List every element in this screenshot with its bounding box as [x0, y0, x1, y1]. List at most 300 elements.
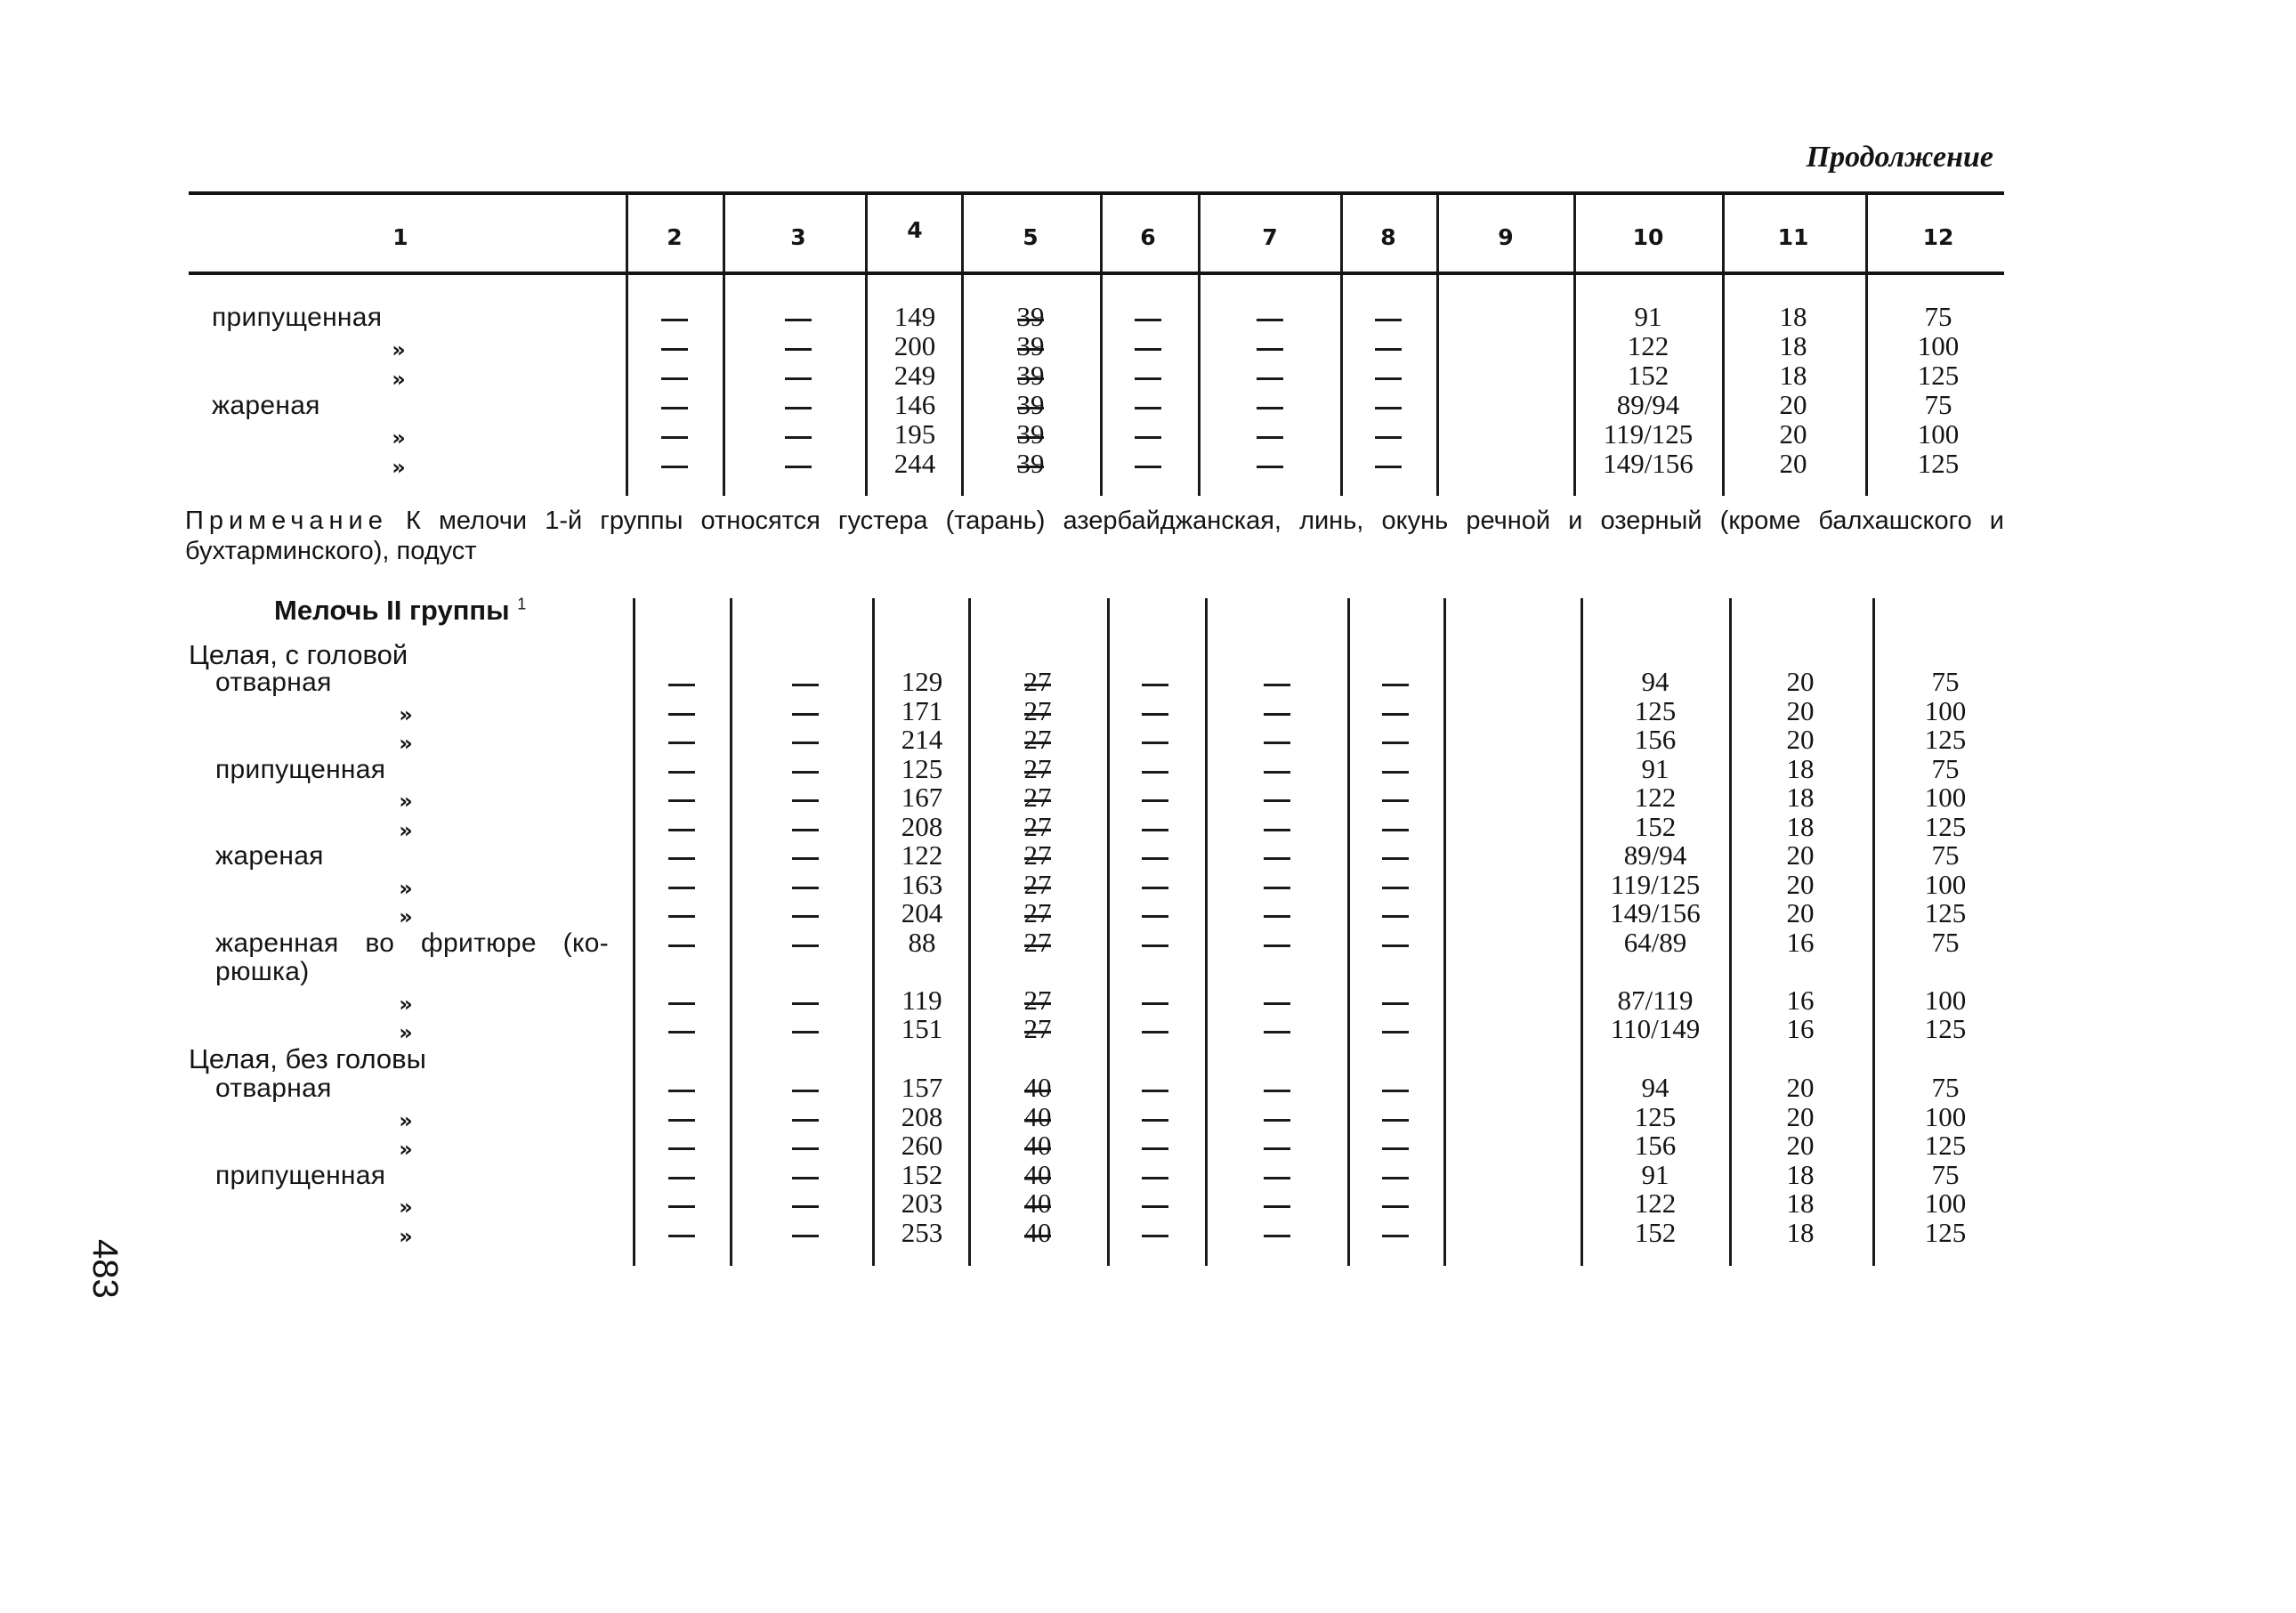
cell-col4: 208 [901, 1100, 943, 1132]
empty-cell-dash [1375, 436, 1402, 439]
empty-cell-dash [1382, 857, 1409, 860]
empty-cell-dash [1264, 771, 1290, 774]
cell-col12: 75 [1924, 301, 1952, 332]
cell-col11: 18 [1779, 360, 1807, 391]
empty-cell-dash [1264, 1119, 1290, 1122]
cell-col4: 171 [901, 694, 943, 726]
cell-col12: 75 [1931, 1158, 1960, 1190]
empty-cell-dash [668, 1177, 695, 1179]
header-col-sep [1865, 195, 1868, 272]
empty-cell-dash [1142, 1002, 1168, 1005]
body-col-sep-lower [1107, 598, 1110, 1266]
cell-col5: 40 [1023, 1100, 1052, 1132]
cell-col5: 40 [1023, 1158, 1052, 1190]
empty-cell-dash [668, 944, 695, 947]
cell-col12: 100 [1917, 330, 1960, 361]
body-col-sep-upper [961, 275, 964, 496]
cell-col4: 149 [893, 301, 936, 332]
empty-cell-dash [661, 466, 688, 468]
empty-cell-dash [792, 1205, 819, 1208]
cell-col12: 100 [1924, 1187, 1967, 1219]
empty-cell-dash [668, 799, 695, 802]
column-number-6: 6 [1140, 224, 1156, 250]
cell-col5: 27 [1023, 897, 1052, 928]
cell-col5: 27 [1023, 984, 1052, 1016]
empty-cell-dash [661, 407, 688, 409]
ditto-mark: » [399, 1223, 413, 1249]
cell-col5: 40 [1023, 1072, 1052, 1103]
cell-col4: 249 [893, 360, 936, 391]
cell-col5: 40 [1023, 1130, 1052, 1161]
empty-cell-dash [1382, 713, 1409, 716]
ditto-mark: » [399, 1107, 413, 1133]
row-label: отварная [215, 668, 332, 697]
header-bottom-rule [189, 272, 2004, 275]
empty-cell-dash [1264, 1235, 1290, 1237]
empty-cell-dash [668, 1147, 695, 1150]
empty-cell-dash [1142, 1090, 1168, 1092]
empty-cell-dash [668, 1031, 695, 1033]
body-col-sep-upper [1865, 275, 1868, 496]
empty-cell-dash [792, 1090, 819, 1092]
body-col-sep-upper [1100, 275, 1103, 496]
cell-col5: 27 [1023, 666, 1052, 697]
header-col-sep [1436, 195, 1439, 272]
empty-cell-dash [1382, 944, 1409, 947]
empty-cell-dash [1382, 1177, 1409, 1179]
cell-col11: 20 [1786, 1072, 1815, 1103]
ditto-mark: » [399, 701, 413, 727]
empty-cell-dash [792, 1002, 819, 1005]
ditto-mark: » [399, 731, 413, 756]
empty-cell-dash [1375, 407, 1402, 409]
cell-col4: 214 [901, 724, 943, 755]
cell-col4: 244 [893, 448, 936, 479]
footnote-mark: 1 [517, 595, 527, 613]
cell-col12: 100 [1924, 1100, 1967, 1132]
empty-cell-dash [1142, 1031, 1168, 1033]
empty-cell-dash [1257, 436, 1283, 439]
cell-col5: 39 [1016, 418, 1045, 450]
cell-col4: 146 [893, 389, 936, 420]
column-number-7: 7 [1262, 224, 1278, 250]
body-col-sep-lower [1729, 598, 1732, 1266]
group-heading-with-head: Целая, с головой [189, 639, 408, 670]
empty-cell-dash [792, 742, 819, 744]
row-label: жареная [215, 841, 324, 871]
header-col-sep [1340, 195, 1343, 272]
empty-cell-dash [785, 377, 812, 380]
cell-col4: 204 [901, 897, 943, 928]
cell-col12: 100 [1924, 782, 1967, 813]
empty-cell-dash [792, 857, 819, 860]
cell-col11: 18 [1786, 810, 1815, 842]
cell-col5: 39 [1016, 330, 1045, 361]
cell-col4: 151 [901, 1013, 943, 1044]
header-col-sep [723, 195, 725, 272]
empty-cell-dash [1142, 684, 1168, 686]
ditto-mark: » [399, 991, 413, 1017]
empty-cell-dash [1264, 887, 1290, 889]
column-number-10: 10 [1632, 224, 1664, 250]
cell-col5: 39 [1016, 448, 1045, 479]
empty-cell-dash [1135, 436, 1161, 439]
cell-col12: 125 [1924, 810, 1967, 842]
empty-cell-dash [1257, 466, 1283, 468]
cell-col10: 149/156 [1610, 897, 1701, 928]
ditto-mark: » [392, 455, 406, 480]
note-lead: Примечание [185, 507, 388, 535]
empty-cell-dash [1142, 799, 1168, 802]
cell-col10: 119/125 [1603, 418, 1694, 450]
column-number-3: 3 [790, 224, 806, 250]
row-label: припущенная [215, 754, 386, 784]
row-label: отварная [215, 1074, 332, 1103]
empty-cell-dash [1142, 1177, 1168, 1179]
empty-cell-dash [668, 887, 695, 889]
section-title-text: Мелочь II группы [274, 595, 510, 626]
cell-col11: 16 [1786, 926, 1815, 958]
empty-cell-dash [1142, 887, 1168, 889]
cell-col5: 27 [1023, 1013, 1052, 1044]
empty-cell-dash [1382, 1205, 1409, 1208]
cell-col12: 125 [1917, 448, 1960, 479]
empty-cell-dash [1142, 829, 1168, 831]
empty-cell-dash [661, 436, 688, 439]
cell-col10: 122 [1634, 782, 1677, 813]
empty-cell-dash [1264, 915, 1290, 918]
cell-col10: 89/94 [1616, 389, 1680, 420]
body-col-sep-lower [968, 598, 971, 1266]
body-col-sep-lower [1205, 598, 1208, 1266]
empty-cell-dash [1135, 407, 1161, 409]
cell-col12: 75 [1931, 1072, 1960, 1103]
empty-cell-dash [792, 799, 819, 802]
empty-cell-dash [668, 771, 695, 774]
empty-cell-dash [668, 713, 695, 716]
cell-col10: 91 [1641, 1158, 1669, 1190]
empty-cell-dash [1257, 407, 1283, 409]
cell-col4: 88 [908, 926, 936, 958]
cell-col4: 125 [901, 752, 943, 784]
empty-cell-dash [792, 915, 819, 918]
ditto-mark: » [399, 904, 413, 929]
cell-col5: 27 [1023, 868, 1052, 900]
cell-col12: 125 [1924, 1013, 1967, 1044]
cell-col11: 20 [1786, 694, 1815, 726]
empty-cell-dash [1142, 1147, 1168, 1150]
cell-col11: 20 [1786, 868, 1815, 900]
cell-col10: 125 [1634, 694, 1677, 726]
column-number-4: 4 [907, 217, 923, 243]
empty-cell-dash [1382, 1119, 1409, 1122]
top-rule [189, 191, 2004, 195]
cell-col12: 125 [1924, 897, 1967, 928]
cell-col4: 119 [901, 984, 942, 1016]
header-col-sep [1722, 195, 1725, 272]
header-col-sep [626, 195, 628, 272]
cell-col11: 18 [1779, 330, 1807, 361]
body-col-sep-lower [1443, 598, 1446, 1266]
empty-cell-dash [1264, 713, 1290, 716]
body-col-sep-upper [1722, 275, 1725, 496]
cell-col11: 18 [1786, 1216, 1815, 1248]
empty-cell-dash [1375, 348, 1402, 351]
cell-col11: 18 [1779, 301, 1807, 332]
empty-cell-dash [792, 713, 819, 716]
cell-col4: 200 [893, 330, 936, 361]
empty-cell-dash [1135, 466, 1161, 468]
header-col-sep [865, 195, 868, 272]
cell-col12: 75 [1931, 839, 1960, 871]
cell-col10: 122 [1634, 1187, 1677, 1219]
empty-cell-dash [792, 684, 819, 686]
empty-cell-dash [1142, 944, 1168, 947]
cell-col4: 253 [901, 1216, 943, 1248]
ditto-mark: » [399, 1020, 413, 1045]
cell-col10: 152 [1634, 1216, 1677, 1248]
cell-col12: 100 [1924, 868, 1967, 900]
cell-col4: 152 [901, 1158, 943, 1190]
cell-col5: 40 [1023, 1187, 1052, 1219]
empty-cell-dash [792, 887, 819, 889]
empty-cell-dash [1264, 1090, 1290, 1092]
cell-col12: 125 [1917, 360, 1960, 391]
cell-col11: 20 [1786, 839, 1815, 871]
cell-col11: 20 [1779, 448, 1807, 479]
cell-col11: 20 [1786, 666, 1815, 697]
cell-col11: 18 [1786, 1158, 1815, 1190]
cell-col10: 91 [1634, 301, 1662, 332]
empty-cell-dash [668, 1090, 695, 1092]
empty-cell-dash [668, 1119, 695, 1122]
cell-col11: 18 [1786, 752, 1815, 784]
cell-col5: 39 [1016, 389, 1045, 420]
empty-cell-dash [1257, 348, 1283, 351]
empty-cell-dash [661, 377, 688, 380]
empty-cell-dash [1257, 377, 1283, 380]
empty-cell-dash [1382, 742, 1409, 744]
cell-col11: 20 [1786, 1130, 1815, 1161]
empty-cell-dash [1375, 319, 1402, 321]
empty-cell-dash [668, 742, 695, 744]
empty-cell-dash [785, 407, 812, 409]
cell-col10: 87/119 [1617, 984, 1694, 1016]
empty-cell-dash [1382, 915, 1409, 918]
cell-col4: 129 [901, 666, 943, 697]
empty-cell-dash [661, 319, 688, 321]
cell-col10: 64/89 [1623, 926, 1687, 958]
cell-col12: 125 [1924, 1130, 1967, 1161]
body-col-sep-lower [1347, 598, 1350, 1266]
cell-col5: 27 [1023, 810, 1052, 842]
empty-cell-dash [785, 436, 812, 439]
body-col-sep-lower [730, 598, 732, 1266]
empty-cell-dash [661, 348, 688, 351]
body-col-sep-upper [723, 275, 725, 496]
empty-cell-dash [1375, 377, 1402, 380]
continued-label: Продолжение [1806, 141, 1993, 174]
body-col-sep-lower [633, 598, 635, 1266]
cell-col10: 152 [1627, 360, 1669, 391]
row-label: жареная [212, 391, 320, 420]
cell-col4: 203 [901, 1187, 943, 1219]
section-title [274, 595, 526, 627]
empty-cell-dash [1264, 742, 1290, 744]
cell-col4: 163 [901, 868, 943, 900]
body-col-sep-upper [865, 275, 868, 496]
cell-col10: 94 [1641, 1072, 1669, 1103]
empty-cell-dash [792, 1031, 819, 1033]
row-label: припущенная [212, 303, 383, 332]
empty-cell-dash [1382, 1147, 1409, 1150]
cell-col11: 18 [1786, 1187, 1815, 1219]
cell-col4: 157 [901, 1072, 943, 1103]
ditto-mark: » [392, 337, 406, 362]
body-col-sep-upper [1198, 275, 1201, 496]
body-col-sep-lower [872, 598, 875, 1266]
empty-cell-dash [785, 319, 812, 321]
empty-cell-dash [1382, 1031, 1409, 1033]
cell-col12: 75 [1931, 752, 1960, 784]
empty-cell-dash [1382, 887, 1409, 889]
cell-col12: 75 [1924, 389, 1952, 420]
empty-cell-dash [1257, 319, 1283, 321]
empty-cell-dash [1264, 1205, 1290, 1208]
note-text: К мелочи 1-й группы относятся густера (тарань) азербайджанская, линь, окунь речной и озерный (кроме балхашского и бухтарминского), подуст [185, 507, 2005, 565]
body-col-sep-lower [1581, 598, 1583, 1266]
empty-cell-dash [1264, 1002, 1290, 1005]
empty-cell-dash [785, 466, 812, 468]
body-col-sep-upper [1573, 275, 1576, 496]
cell-col11: 20 [1786, 1100, 1815, 1132]
ditto-mark: » [399, 875, 413, 901]
row-label-continuation: рюшка) [215, 957, 310, 986]
empty-cell-dash [1264, 799, 1290, 802]
empty-cell-dash [1135, 377, 1161, 380]
page-number: 483 [85, 1239, 125, 1299]
empty-cell-dash [1375, 466, 1402, 468]
empty-cell-dash [792, 829, 819, 831]
body-col-sep-upper [626, 275, 628, 496]
cell-col5: 39 [1016, 301, 1045, 332]
empty-cell-dash [668, 684, 695, 686]
ditto-mark: » [392, 426, 406, 450]
cell-col10: 91 [1641, 752, 1669, 784]
cell-col4: 208 [901, 810, 943, 842]
header-col-sep [1100, 195, 1103, 272]
empty-cell-dash [1264, 829, 1290, 831]
empty-cell-dash [1264, 857, 1290, 860]
empty-cell-dash [1264, 944, 1290, 947]
empty-cell-dash [1135, 319, 1161, 321]
cell-col10: 122 [1627, 330, 1669, 361]
empty-cell-dash [792, 1119, 819, 1122]
cell-col10: 110/149 [1610, 1013, 1701, 1044]
cell-col5: 40 [1023, 1216, 1052, 1248]
group-heading-without-head: Целая, без головы [189, 1043, 426, 1074]
column-number-11: 11 [1777, 224, 1809, 250]
cell-col12: 100 [1924, 694, 1967, 726]
ditto-mark: » [392, 367, 406, 392]
header-col-sep [1198, 195, 1201, 272]
empty-cell-dash [1142, 713, 1168, 716]
empty-cell-dash [1382, 1090, 1409, 1092]
empty-cell-dash [1142, 915, 1168, 918]
cell-col5: 27 [1023, 694, 1052, 726]
cell-col5: 39 [1016, 360, 1045, 391]
row-label: жаренная во фритюре (ко- [215, 928, 609, 958]
cell-col11: 16 [1786, 984, 1815, 1016]
empty-cell-dash [1264, 1177, 1290, 1179]
ditto-mark: » [399, 1195, 413, 1220]
empty-cell-dash [792, 944, 819, 947]
cell-col11: 20 [1786, 724, 1815, 755]
empty-cell-dash [1142, 1235, 1168, 1237]
empty-cell-dash [668, 857, 695, 860]
cell-col11: 20 [1786, 897, 1815, 928]
cell-col5: 27 [1023, 839, 1052, 871]
header-col-sep [1573, 195, 1576, 272]
column-number-1: 1 [392, 224, 408, 250]
table-note [185, 506, 2004, 566]
cell-col11: 16 [1786, 1013, 1815, 1044]
cell-col4: 260 [901, 1130, 943, 1161]
empty-cell-dash [1264, 684, 1290, 686]
column-number-2: 2 [667, 224, 683, 250]
cell-col10: 125 [1634, 1100, 1677, 1132]
empty-cell-dash [668, 1235, 695, 1237]
empty-cell-dash [792, 1235, 819, 1237]
cell-col5: 27 [1023, 926, 1052, 958]
column-number-8: 8 [1380, 224, 1396, 250]
cell-col10: 156 [1634, 1130, 1677, 1161]
cell-col11: 20 [1779, 418, 1807, 450]
cell-col12: 125 [1924, 1216, 1967, 1248]
column-number-5: 5 [1023, 224, 1039, 250]
cell-col12: 125 [1924, 724, 1967, 755]
empty-cell-dash [1382, 684, 1409, 686]
empty-cell-dash [1142, 771, 1168, 774]
empty-cell-dash [1382, 1002, 1409, 1005]
ditto-mark: » [399, 1137, 413, 1162]
empty-cell-dash [1142, 1205, 1168, 1208]
header-col-sep [961, 195, 964, 272]
column-number-9: 9 [1498, 224, 1514, 250]
empty-cell-dash [668, 915, 695, 918]
cell-col12: 100 [1924, 984, 1967, 1016]
empty-cell-dash [1142, 857, 1168, 860]
empty-cell-dash [1382, 1235, 1409, 1237]
cell-col10: 156 [1634, 724, 1677, 755]
empty-cell-dash [668, 829, 695, 831]
body-col-sep-upper [1340, 275, 1343, 496]
cell-col4: 167 [901, 782, 943, 813]
cell-col10: 89/94 [1623, 839, 1687, 871]
column-number-12: 12 [1922, 224, 1954, 250]
body-col-sep-upper [1436, 275, 1439, 496]
cell-col5: 27 [1023, 752, 1052, 784]
empty-cell-dash [792, 1147, 819, 1150]
cell-col5: 27 [1023, 724, 1052, 755]
empty-cell-dash [1264, 1031, 1290, 1033]
cell-col10: 94 [1641, 666, 1669, 697]
empty-cell-dash [1382, 771, 1409, 774]
ditto-mark: » [399, 789, 413, 814]
empty-cell-dash [1135, 348, 1161, 351]
ditto-mark: » [399, 817, 413, 843]
row-label: припущенная [215, 1160, 386, 1190]
